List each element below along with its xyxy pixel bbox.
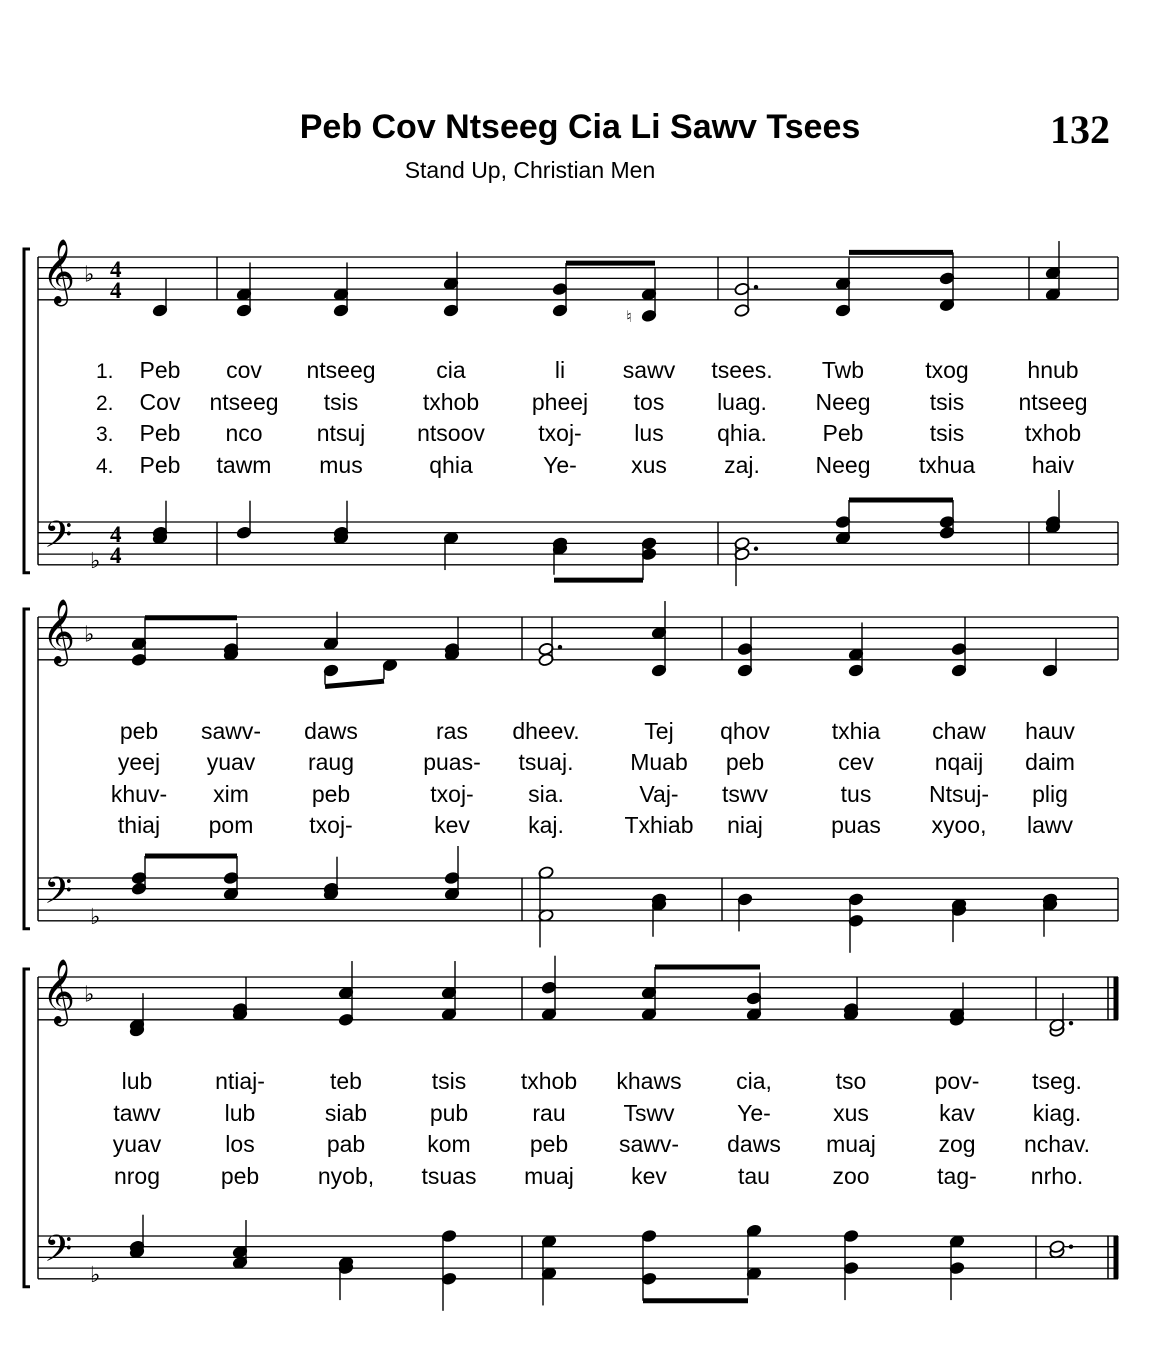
flat-icon: ♭ — [84, 262, 95, 288]
verse-number: 1. — [96, 360, 114, 383]
lyric-syllable: tswv — [722, 781, 768, 807]
flat-icon: ♭ — [90, 904, 101, 930]
bass-clef-icon: 𝄢 — [44, 514, 73, 565]
hymn-title: Peb Cov Ntseeg Cia Li Sawv Tsees — [299, 108, 861, 146]
lyric-syllable: tsuaj. — [518, 749, 574, 775]
system-bracket — [24, 969, 30, 1287]
lyric-syllable: los — [225, 1131, 255, 1157]
lyric-syllable: muaj — [826, 1131, 876, 1157]
lyric-syllable: teb — [330, 1068, 362, 1094]
augmentation-dot — [754, 547, 758, 551]
lyric-syllable: pab — [326, 1131, 366, 1157]
lyric-syllable: thiaj — [117, 812, 161, 838]
lyric-syllable: txog — [925, 357, 969, 383]
lyric-syllable: daws — [304, 718, 358, 744]
treble-clef-icon: 𝄞 — [42, 959, 76, 1024]
note-beam — [325, 681, 384, 686]
lyric-syllable: pom — [208, 812, 254, 838]
system-bracket — [24, 249, 30, 573]
lyric-syllable: mus — [319, 452, 363, 478]
lyric-syllable: Muab — [630, 749, 688, 775]
lyric-syllable: peb — [220, 1163, 260, 1189]
flat-icon: ♭ — [90, 1262, 101, 1288]
natural-icon: ♮ — [626, 306, 632, 326]
lyric-syllable: peb — [119, 718, 159, 744]
verse-number: 3. — [96, 423, 114, 446]
lyric-syllable: Ye- — [737, 1100, 771, 1126]
lyric-syllable: nco — [225, 420, 263, 446]
lyric-syllable: nyob, — [317, 1163, 375, 1189]
lyric-syllable: daws — [727, 1131, 781, 1157]
lyric-syllable: luag. — [717, 389, 767, 415]
lyric-syllable: daim — [1025, 749, 1075, 775]
lyric-syllable: Peb — [139, 420, 181, 446]
lyric-syllable: Neeg — [815, 389, 871, 415]
lyric-syllable: dheev. — [512, 718, 580, 744]
lyric-syllable: haiv — [1031, 452, 1075, 478]
lyric-syllable: cia, — [736, 1068, 772, 1094]
lyric-syllable: tseg. — [1032, 1068, 1082, 1094]
lyric-syllable: lub — [224, 1100, 256, 1126]
lyric-syllable: txhia — [831, 718, 881, 744]
lyric-syllable: Neeg — [815, 452, 871, 478]
system-bracket — [24, 609, 30, 929]
lyric-syllable: qhia. — [717, 420, 767, 446]
lyric-syllable: Ye- — [543, 452, 577, 478]
bass-clef-icon: 𝄢 — [44, 870, 73, 921]
lyric-syllable: xus — [833, 1100, 869, 1126]
lyric-syllable: txoj- — [538, 420, 582, 446]
flat-icon: ♭ — [90, 548, 101, 574]
lyric-syllable: rau — [532, 1100, 566, 1126]
lyric-syllable: xim — [213, 781, 249, 807]
lyric-syllable: Vaj- — [639, 781, 679, 807]
lyric-syllable: hauv — [1025, 718, 1075, 744]
lyric-syllable: cev — [838, 749, 874, 775]
lyric-syllable: nqaij — [934, 749, 984, 775]
flat-icon: ♭ — [84, 982, 95, 1008]
lyric-syllable: tsuas — [421, 1163, 477, 1189]
lyric-syllable: zog — [938, 1131, 976, 1157]
lyric-syllable: txhob — [422, 389, 480, 415]
lyric-syllable: lawv — [1026, 812, 1074, 838]
lyric-syllable: puas- — [423, 749, 481, 775]
lyric-syllable: txhob — [1024, 420, 1082, 446]
lyric-syllable: kav — [939, 1100, 975, 1126]
lyric-syllable: yuav — [112, 1131, 162, 1157]
lyric-syllable: tus — [840, 781, 872, 807]
lyric-syllable: tsis — [929, 389, 965, 415]
lyric-syllable: pheej — [531, 389, 589, 415]
lyric-syllable: tawv — [113, 1100, 161, 1126]
lyric-syllable: li — [554, 357, 566, 383]
lyric-syllable: qhia — [429, 452, 473, 478]
lyric-syllable: kev — [434, 812, 470, 838]
lyric-syllable: txoj- — [430, 781, 474, 807]
lyric-syllable: Txhiab — [624, 812, 694, 838]
lyric-syllable: pub — [429, 1100, 469, 1126]
time-signature-bottom: 4 — [110, 278, 122, 303]
lyric-syllable: txoj- — [309, 812, 353, 838]
augmentation-dot — [754, 285, 758, 289]
lyric-syllable: Tswv — [623, 1100, 675, 1126]
lyric-syllable: ntsoov — [417, 420, 485, 446]
lyric-syllable: Cov — [139, 389, 181, 415]
lyric-syllable: tawm — [216, 452, 272, 478]
flat-icon: ♭ — [84, 622, 95, 648]
lyric-syllable: chaw — [932, 718, 986, 744]
lyric-syllable: ntsuj — [316, 420, 366, 446]
lyric-syllable: cov — [226, 357, 262, 383]
treble-clef-icon: 𝄞 — [42, 239, 76, 304]
augmentation-dot — [558, 645, 562, 649]
lyric-syllable: Ntsuj- — [928, 781, 990, 807]
lyric-syllable: txhua — [918, 452, 976, 478]
lyric-syllable: ntseeg — [306, 357, 376, 383]
lyric-syllable: tsis — [431, 1068, 467, 1094]
lyric-syllable: zaj. — [724, 452, 760, 478]
lyric-syllable: kiag. — [1032, 1100, 1082, 1126]
lyric-syllable: ntiaj- — [215, 1068, 265, 1094]
lyric-syllable: ntseeg — [209, 389, 279, 415]
lyric-syllable: tau — [738, 1163, 770, 1189]
lyric-syllable: tos — [633, 389, 665, 415]
lyric-syllable: sawv — [622, 357, 676, 383]
lyric-syllable: puas — [831, 812, 881, 838]
lyric-syllable: tsis — [323, 389, 359, 415]
lyric-syllable: zoo — [832, 1163, 870, 1189]
hymn-subtitle: Stand Up, Christian Men — [404, 157, 656, 183]
lyric-syllable: ras — [436, 718, 468, 744]
treble-clef-icon: 𝄞 — [42, 599, 76, 664]
lyric-syllable: plig — [1032, 781, 1068, 807]
lyric-syllable: khaws — [616, 1068, 682, 1094]
lyric-syllable: txhob — [520, 1068, 578, 1094]
lyric-syllable: hnub — [1027, 357, 1079, 383]
lyric-syllable: Peb — [139, 357, 181, 383]
lyric-syllable: lub — [121, 1068, 153, 1094]
lyric-syllable: yuav — [206, 749, 256, 775]
lyric-syllable: Peb — [822, 420, 864, 446]
lyric-syllable: nchav. — [1023, 1131, 1091, 1157]
lyric-syllable: Tej — [644, 718, 674, 744]
hymn-number: 132 — [1050, 107, 1110, 152]
lyric-syllable: tso — [835, 1068, 867, 1094]
lyric-syllable: peb — [529, 1131, 569, 1157]
lyric-syllable: nrog — [113, 1163, 161, 1189]
time-signature-top: 4 — [110, 257, 122, 282]
verse-number: 2. — [96, 392, 114, 415]
lyric-syllable: tsees. — [711, 357, 773, 383]
lyric-syllable: qhov — [720, 718, 770, 744]
lyric-syllable: yeej — [117, 749, 161, 775]
lyric-syllable: nrho. — [1030, 1163, 1084, 1189]
lyric-syllable: lus — [634, 420, 664, 446]
lyric-syllable: kom — [427, 1131, 471, 1157]
lyric-syllable: pov- — [934, 1068, 980, 1094]
lyric-syllable: raug — [307, 749, 355, 775]
augmentation-dot — [1069, 1021, 1073, 1025]
lyric-syllable: xyoo, — [931, 812, 987, 838]
lyric-syllable: Twb — [821, 357, 865, 383]
lyric-syllable: tsis — [929, 420, 965, 446]
lyric-syllable: xus — [631, 452, 667, 478]
lyric-syllable: tag- — [937, 1163, 977, 1189]
lyric-syllable: kaj. — [528, 812, 564, 838]
lyric-syllable: khuv- — [110, 781, 168, 807]
lyric-syllable: cia — [436, 357, 466, 383]
time-signature-bottom: 4 — [110, 543, 122, 568]
lyric-syllable: peb — [725, 749, 765, 775]
lyric-syllable: sia. — [528, 781, 564, 807]
lyric-syllable: sawv- — [200, 718, 262, 744]
bass-clef-icon: 𝄢 — [44, 1228, 73, 1279]
lyric-syllable: muaj — [524, 1163, 574, 1189]
lyric-syllable: niaj — [727, 812, 763, 838]
lyric-syllable: kev — [631, 1163, 667, 1189]
lyric-syllable: peb — [311, 781, 351, 807]
lyric-syllable: siab — [324, 1100, 368, 1126]
augmentation-dot — [1069, 1245, 1073, 1249]
time-signature-top: 4 — [110, 522, 122, 547]
lyric-syllable: sawv- — [618, 1131, 680, 1157]
lyric-syllable: ntseeg — [1018, 389, 1088, 415]
lyric-syllable: Peb — [139, 452, 181, 478]
verse-number: 4. — [96, 455, 114, 478]
